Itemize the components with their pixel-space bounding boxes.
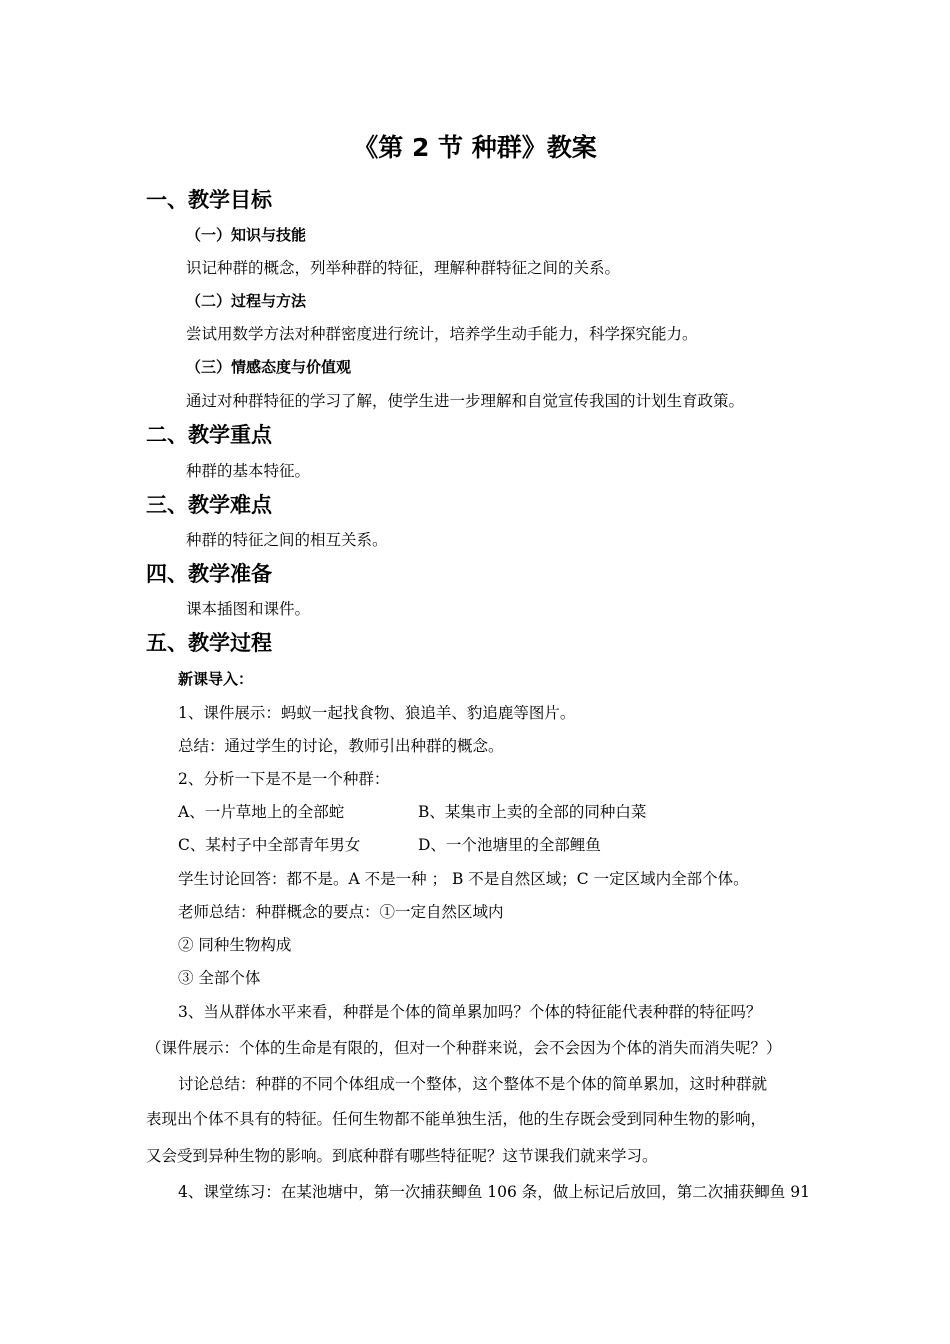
section-heading-objectives: 一、教学目标 <box>146 188 272 212</box>
paragraph-process: 尝试用数学方法对种群密度进行统计，培养学生动手能力，科学探究能力。 <box>186 325 698 343</box>
subheading-process: （二）过程与方法 <box>186 292 307 310</box>
paragraph-key-points: 种群的基本特征。 <box>186 462 311 480</box>
paragraph-preparation: 课本插图和课件。 <box>186 600 311 618</box>
process-line-7: ③ 全部个体 <box>178 969 261 987</box>
section-heading-preparation: 四、教学准备 <box>146 562 272 586</box>
process-line-9: （课件展示：个体的生命是有限的，但对一个种群来说，会不会因为个体的消失而消失呢？） <box>146 1039 782 1057</box>
process-line-5: 老师总结：种群概念的要点：①一定自然区域内 <box>178 903 504 921</box>
process-line-6: ② 同种生物构成 <box>178 936 292 954</box>
section-heading-process: 五、教学过程 <box>146 631 272 655</box>
section-heading-difficulties: 三、教学难点 <box>146 493 272 517</box>
subheading-attitude: （三）情感态度与价值观 <box>186 358 352 376</box>
option-a: A、一片草地上的全部蛇 <box>178 803 345 821</box>
section-heading-key-points: 二、教学重点 <box>146 423 272 447</box>
document-title: 《第 2 节 种群》教案 <box>353 133 597 162</box>
process-line-1: 1、课件展示：蚂蚁一起找食物、狼追羊、豹追鹿等图片。 <box>178 704 576 722</box>
process-line-10: 讨论总结：种群的不同个体组成一个整体，这个整体不是个体的简单累加，这时种群就 <box>178 1075 768 1093</box>
process-line-8: 3、当从群体水平来看，种群是个体的简单累加吗？个体的特征能代表种群的特征吗？ <box>178 1003 762 1021</box>
intro-label: 新课导入： <box>178 670 254 688</box>
subheading-knowledge: （一）知识与技能 <box>186 226 307 244</box>
paragraph-attitude: 通过对种群特征的学习了解，使学生进一步理解和自觉宣传我国的计划生育政策。 <box>186 392 745 410</box>
process-line-13: 4、课堂练习：在某池塘中，第一次捕获鲫鱼 106 条，做上标记后放回，第二次捕获鲫鱼 91 <box>178 1183 810 1201</box>
option-b: B、某集市上卖的全部的同种白菜 <box>418 803 647 821</box>
process-line-3: 2、分析一下是不是一个种群： <box>178 770 390 788</box>
process-line-4: 学生讨论回答：都不是。A 不是一种 ； B 不是自然区域；C 一定区域内全部个体。 <box>178 870 749 888</box>
paragraph-knowledge: 识记种群的概念，列举种群的特征，理解种群特征之间的关系。 <box>186 259 621 277</box>
process-line-11: 表现出个体不具有的特征。任何生物都不能单独生活，他的生存既会受到同种生物的影响， <box>146 1110 767 1128</box>
process-line-12: 又会受到异种生物的影响。到底种群有哪些特征呢？这节课我们就来学习。 <box>146 1147 658 1165</box>
paragraph-difficulties: 种群的特征之间的相互关系。 <box>186 531 388 549</box>
process-line-2: 总结：通过学生的讨论，教师引出种群的概念。 <box>178 737 504 755</box>
option-c: C、某村子中全部青年男女 <box>178 836 361 854</box>
option-d: D、一个池塘里的全部鲤鱼 <box>418 836 601 854</box>
